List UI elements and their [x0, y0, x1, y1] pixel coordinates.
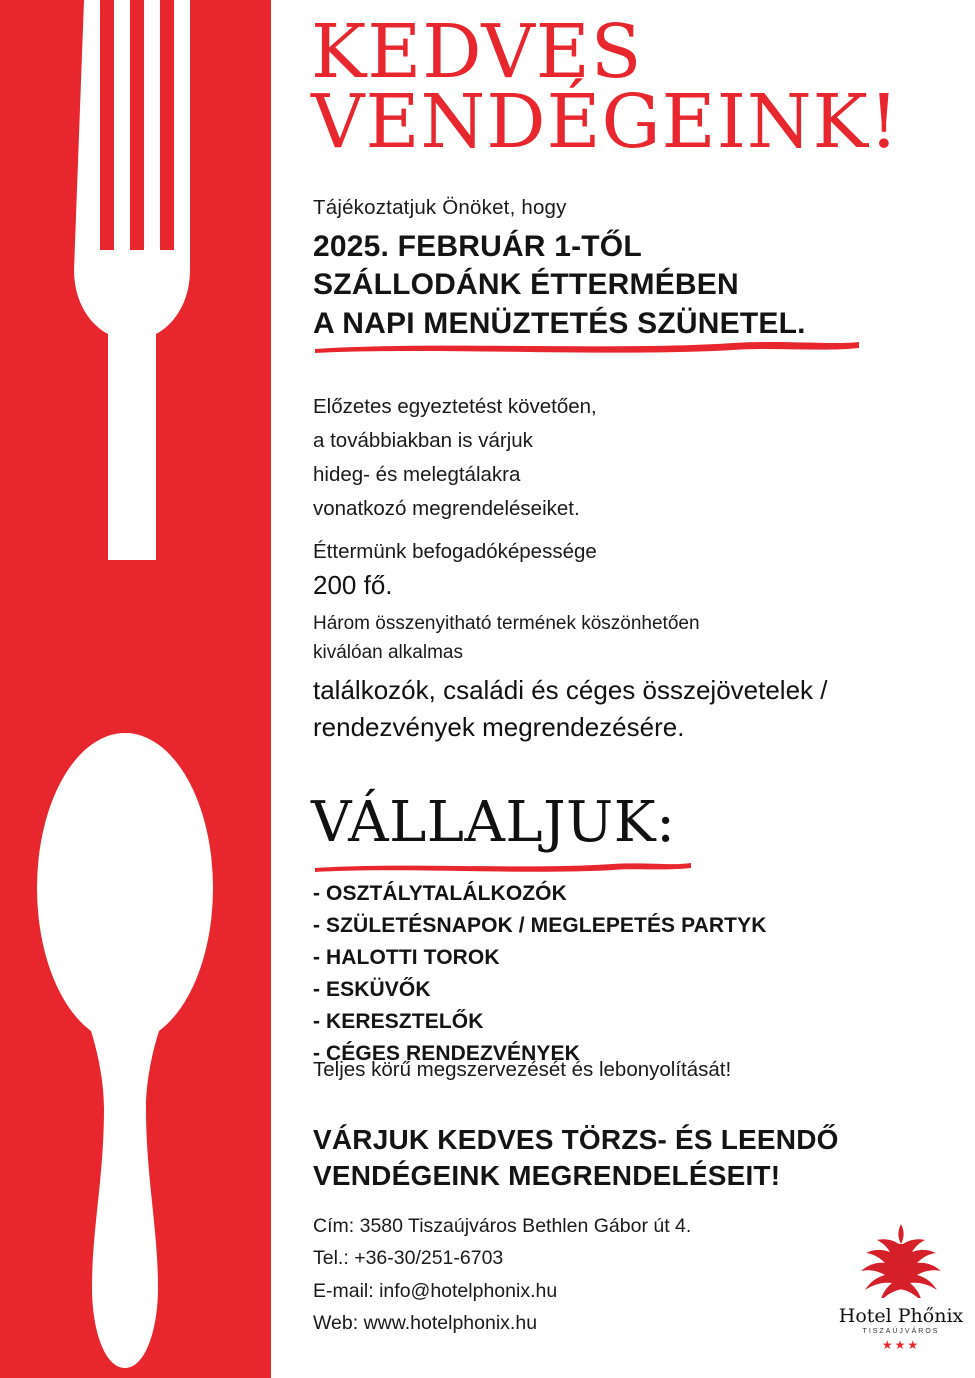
services-note: Teljes körű megszervezését és lebonyolítását!: [313, 1058, 732, 1081]
paragraph-line-3: hideg- és melegtálakra: [313, 463, 521, 487]
capacity-highlight: [313, 672, 953, 746]
contact-phone-value[interactable]: +36-30/251-6703: [354, 1247, 504, 1270]
red-brush-divider-2: [313, 860, 693, 872]
headline-line-1: KEDVES: [311, 9, 643, 95]
contact-phone-row: [313, 1242, 853, 1274]
logo-name: Hotel Phőnix: [838, 1305, 964, 1327]
paragraph-line-1: Előzetes egyeztetést követően,: [313, 395, 597, 418]
left-red-panel: [0, 0, 271, 1378]
paragraph-line-4: vonatkozó megrendeléseiket.: [313, 497, 580, 521]
contact-email-label: E-mail:: [313, 1279, 374, 1302]
contact-web-label: Web:: [313, 1312, 359, 1335]
hotel-logo: [831, 1218, 971, 1352]
list-item: - SZÜLETÉSNAPOK / MEGLEPETÉS PARTYK: [313, 913, 767, 937]
capacity-sub-line-1: Három összenyitható termének köszönhetően: [313, 613, 700, 634]
contact-address-label: Cím:: [313, 1215, 355, 1237]
closing-statement: [313, 1122, 973, 1195]
list-item: - CÉGES RENDEZVÉNYEK: [313, 1041, 580, 1065]
intro-text: Tájékoztatjuk Önöket, hogy: [313, 196, 567, 219]
list-item: - HALOTTI TOROK: [313, 945, 500, 969]
announcement-line-3: A NAPI MENÜZTETÉS SZÜNETEL.: [313, 306, 806, 340]
contact-email-value[interactable]: info@hotelphonix.hu: [379, 1279, 558, 1302]
services-heading: VÁLLALJUK:: [311, 790, 676, 855]
red-brush-divider-1: [313, 338, 861, 354]
spoon-icon: [30, 728, 220, 1368]
list-item: - OSZTÁLYTALÁLKOZÓK: [313, 882, 567, 905]
announcement-line-1: 2025. FEBRUÁR 1-TŐL: [313, 230, 642, 263]
contact-web-row: [313, 1307, 853, 1339]
list-item: - KERESZTELŐK: [313, 1009, 484, 1033]
content-column: [271, 0, 975, 1378]
paragraph-line-2: a továbbiakban is várjuk: [313, 429, 533, 453]
closing-line-1: VÁRJUK KEDVES TÖRZS- ÉS LEENDŐ: [313, 1124, 839, 1155]
closing-line-2: VENDÉGEINK MEGRENDELÉSEIT!: [313, 1160, 781, 1192]
capacity-sub-line-2: kiválóan alkalmas: [313, 641, 463, 663]
logo-stars: ★★★: [881, 1338, 921, 1352]
contact-web-value[interactable]: www.hotelphonix.hu: [363, 1312, 538, 1335]
contact-phone-label: Tel.:: [313, 1247, 349, 1270]
contact-address-row: [313, 1210, 853, 1242]
list-item: - ESKÜVŐK: [313, 977, 431, 1001]
contact-address-value: 3580 Tiszaújváros Bethlen Gábor út 4.: [359, 1215, 692, 1237]
capacity-number: 200 fő.: [313, 570, 393, 600]
announcement: [313, 228, 953, 343]
capacity-title: Éttermünk befogadóképessége: [313, 540, 597, 563]
capacity-subtext: [313, 610, 933, 667]
logo-subtitle: TISZAÚJVÁROS: [862, 1328, 940, 1335]
headline-line-2: VENDÉGEINK!: [311, 78, 900, 165]
services-list: [313, 878, 953, 1069]
fork-icon: [74, 0, 204, 560]
page-title: [311, 9, 971, 165]
capacity-big-line-2: rendezvények megrendezésére.: [313, 711, 685, 742]
contact-block: [313, 1210, 853, 1339]
contact-email-row: [313, 1275, 853, 1307]
capacity-big-line-1: találkozók, családi és céges összejövetelek /: [313, 675, 828, 705]
phoenix-bird-icon: [841, 1218, 961, 1298]
paragraph-orders: [313, 390, 913, 526]
announcement-line-2: SZÁLLODÁNK ÉTTERMÉBEN: [313, 268, 739, 302]
